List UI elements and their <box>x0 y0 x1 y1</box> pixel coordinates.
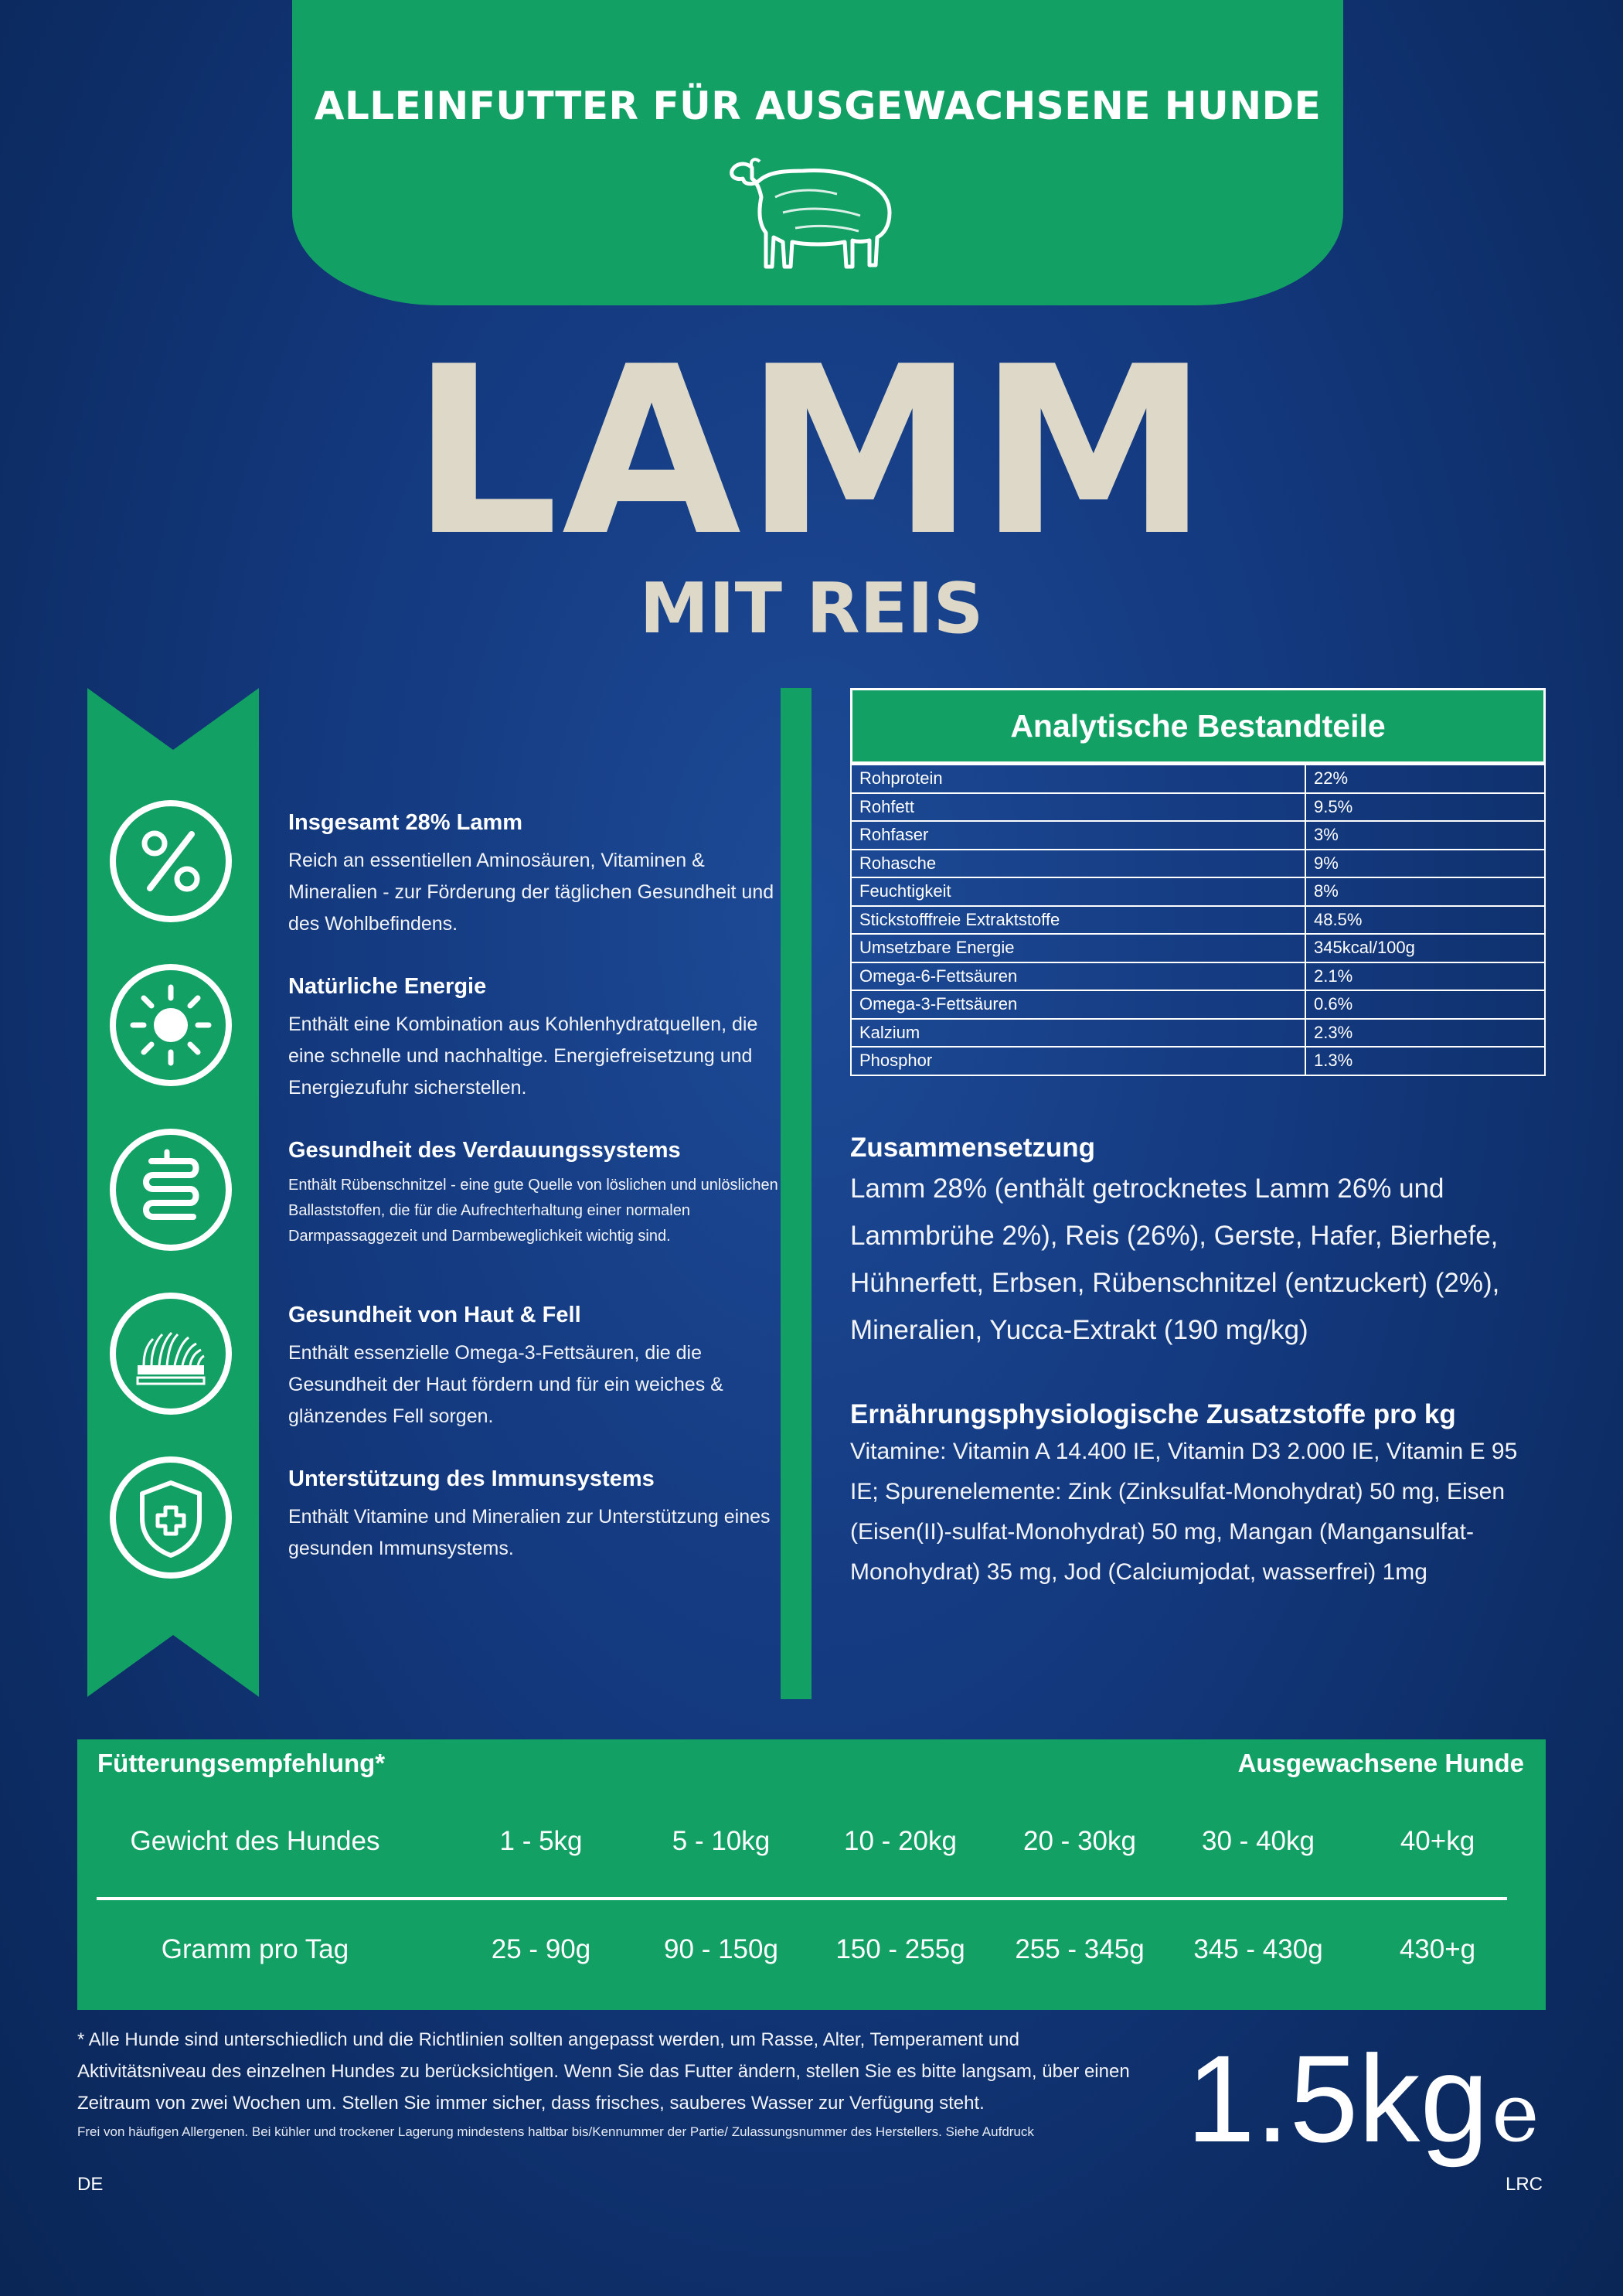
analysis-row <box>851 877 1545 906</box>
benefit-digestion <box>288 1138 783 1249</box>
benefit-title: Unterstützung des Immunsystems <box>288 1467 655 1491</box>
benefit-title: Natürliche Energie <box>288 974 487 999</box>
analysis-row <box>851 765 1545 793</box>
analysis-row <box>851 1047 1545 1075</box>
analysis-value: 9.5% <box>1305 793 1545 822</box>
banner-title: ALLEINFUTTER FÜR AUSGEWACHSENE HUNDE <box>314 83 1322 128</box>
amount-label: Gramm pro Tag <box>161 1934 349 1964</box>
analysis-value: 2.1% <box>1305 962 1545 991</box>
benefit-text: Enthält eine Kombination aus Kohlenhydratquellen, die eine schnelle und nachhaltige. Energiefreisetzung und Energiezufuhr sicherstellen. <box>288 1013 758 1099</box>
shield-cross-icon <box>110 1456 232 1579</box>
benefit-energy <box>288 974 783 1104</box>
weight-cell: 30 - 40kg <box>1202 1826 1315 1856</box>
analysis-value: 1.3% <box>1305 1047 1545 1075</box>
benefit-text: Enthält essenzielle Omega-3-Fettsäuren, die die Gesundheit der Haut fördern und für ein weiches & glänzendes Fell sorgen. <box>288 1342 723 1427</box>
weight-cell: 20 - 30kg <box>1023 1826 1136 1856</box>
analysis-value: 9% <box>1305 850 1545 878</box>
benefit-title: Gesundheit des Verdauungssystems <box>288 1138 681 1163</box>
analysis-value: 3% <box>1305 821 1545 850</box>
analysis-row <box>851 934 1545 962</box>
analysis-row <box>851 962 1545 991</box>
product-code: LRC <box>1506 2174 1543 2195</box>
benefit-text: Enthält Rübenschnitzel - eine gute Quelle von löslichen und unlöslichen Ballaststoffen, die für die Aufrechterhaltung einer normalen Darmpassaggezeit und Darmbeweglichkeit wichtig sind. <box>288 1177 778 1245</box>
storage-fineprint: Frei von häufigen Allergenen. Bei kühler und trockener Lagerung mindestens haltbar bis/Kennummer der Partie/ Zulassungsnummer des Herstellers. Siehe Aufdruck <box>77 2124 1034 2139</box>
analysis-name: Omega-3-Fettsäuren <box>851 990 1305 1019</box>
amount-cell: 90 - 150g <box>664 1934 778 1964</box>
analysis-row <box>851 990 1545 1019</box>
analysis-row <box>851 821 1545 850</box>
additives-title: Ernährungsphysiologische Zusatzstoffe pro kg <box>850 1399 1456 1429</box>
feeding-separator <box>97 1897 1507 1900</box>
estimate-mark: e <box>1492 2066 1540 2160</box>
analysis-name: Kalzium <box>851 1019 1305 1048</box>
feeding-audience: Ausgewachsene Hunde <box>1237 1749 1524 1777</box>
analysis-value: 8% <box>1305 877 1545 906</box>
weight-label: Gewicht des Hundes <box>130 1826 380 1856</box>
intestine-icon <box>110 1129 232 1251</box>
amount-cell: 25 - 90g <box>491 1934 591 1964</box>
additives-text: Vitamine: Vitamin A 14.400 IE, Vitamin D3 2.000 IE, Vitamin E 95 IE; Spurenelemente: Zink (Zinksulfat-Monohydrat) 50 mg, Eisen (Eisen(II)-sulfat-Monohydrat) 50 mg, Mangan (Mangansulfat-Monohydrat) 35 mg, Jod (Calciumjodat, wasserfrei) 1mg <box>850 1439 1518 1585</box>
feeding-footnote: * Alle Hunde sind unterschiedlich und die Richtlinien sollten angepasst werden, um Rasse, Alter, Temperament und Aktivitätsniveau des einzelnen Hundes zu berücksichtigen. Wenn Sie das Futter ändern, stellen Sie es bitte langsam, über einen Zeitraum von zwei Wochen um. Stellen Sie immer sicher, dass frisches, sauberes Wasser zur Verfügung steht. <box>77 2029 1130 2114</box>
analysis-row <box>851 793 1545 822</box>
feeding-title: Fütterungsempfehlung* <box>97 1749 386 1777</box>
benefit-text: Reich an essentiellen Aminosäuren, Vitaminen & Mineralien - zur Förderung der täglichen Gesundheit und des Wohlbefindens. <box>288 850 774 935</box>
analysis-row <box>851 850 1545 878</box>
analysis-value: 0.6% <box>1305 990 1545 1019</box>
composition-text: Lamm 28% (enthält getrocknetes Lamm 26% und Lammbrühe 2%), Reis (26%), Gerste, Hafer, Bierhefe, Hühnerfett, Erbsen, Rübenschnitzel (entzuckert) (2%), Mineralien, Yucca-Extrakt (190 mg/kg) <box>850 1174 1500 1345</box>
analysis-name: Rohfaser <box>851 821 1305 850</box>
benefit-lamb <box>288 810 783 940</box>
sheep-icon <box>729 151 899 274</box>
analysis-value: 22% <box>1305 765 1545 793</box>
analysis-row <box>851 1019 1545 1048</box>
analysis-name: Stickstofffreie Extraktstoffe <box>851 906 1305 935</box>
analysis-title: Analytische Bestandteile <box>850 688 1546 764</box>
percent-icon <box>110 800 232 922</box>
amount-cell: 150 - 255g <box>835 1934 965 1964</box>
skin-hair-icon <box>110 1293 232 1415</box>
analysis-value: 48.5% <box>1305 906 1545 935</box>
language-code: DE <box>77 2174 104 2195</box>
net-weight: 1.5kg <box>1186 2029 1489 2168</box>
analysis-grid <box>850 764 1546 1076</box>
analysis-name: Umsetzbare Energie <box>851 934 1305 962</box>
benefit-skin-coat <box>288 1303 783 1432</box>
divider-bar <box>781 688 812 1699</box>
analysis-table <box>850 688 1546 1076</box>
composition-section <box>850 1133 1550 1354</box>
weight-cell: 10 - 20kg <box>844 1826 957 1856</box>
analysis-value: 345kcal/100g <box>1305 934 1545 962</box>
weight-cell: 1 - 5kg <box>499 1826 583 1856</box>
analysis-name: Rohprotein <box>851 765 1305 793</box>
product-name: LAMM <box>410 317 1213 587</box>
composition-title: Zusammensetzung <box>850 1133 1095 1163</box>
analysis-name: Rohasche <box>851 850 1305 878</box>
amount-cell: 255 - 345g <box>1015 1934 1145 1964</box>
analysis-name: Rohfett <box>851 793 1305 822</box>
top-banner <box>292 0 1343 305</box>
weight-cell: 40+kg <box>1400 1826 1475 1856</box>
feeding-table <box>77 1739 1546 2010</box>
sun-icon <box>110 964 232 1086</box>
benefit-title: Gesundheit von Haut & Fell <box>288 1303 581 1327</box>
additives-section <box>850 1399 1550 1593</box>
analysis-name: Omega-6-Fettsäuren <box>851 962 1305 991</box>
weight-cell: 5 - 10kg <box>672 1826 771 1856</box>
analysis-name: Phosphor <box>851 1047 1305 1075</box>
benefit-text: Enthält Vitamine und Mineralien zur Unterstützung eines gesunden Immunsystems. <box>288 1506 771 1559</box>
amount-cell: 430+g <box>1399 1934 1476 1964</box>
amount-cell: 345 - 430g <box>1193 1934 1323 1964</box>
analysis-row <box>851 906 1545 935</box>
benefit-immune <box>288 1467 783 1565</box>
analysis-value: 2.3% <box>1305 1019 1545 1048</box>
product-subtitle: MIT REIS <box>639 568 984 649</box>
benefit-title: Insgesamt 28% Lamm <box>288 810 523 835</box>
analysis-name: Feuchtigkeit <box>851 877 1305 906</box>
